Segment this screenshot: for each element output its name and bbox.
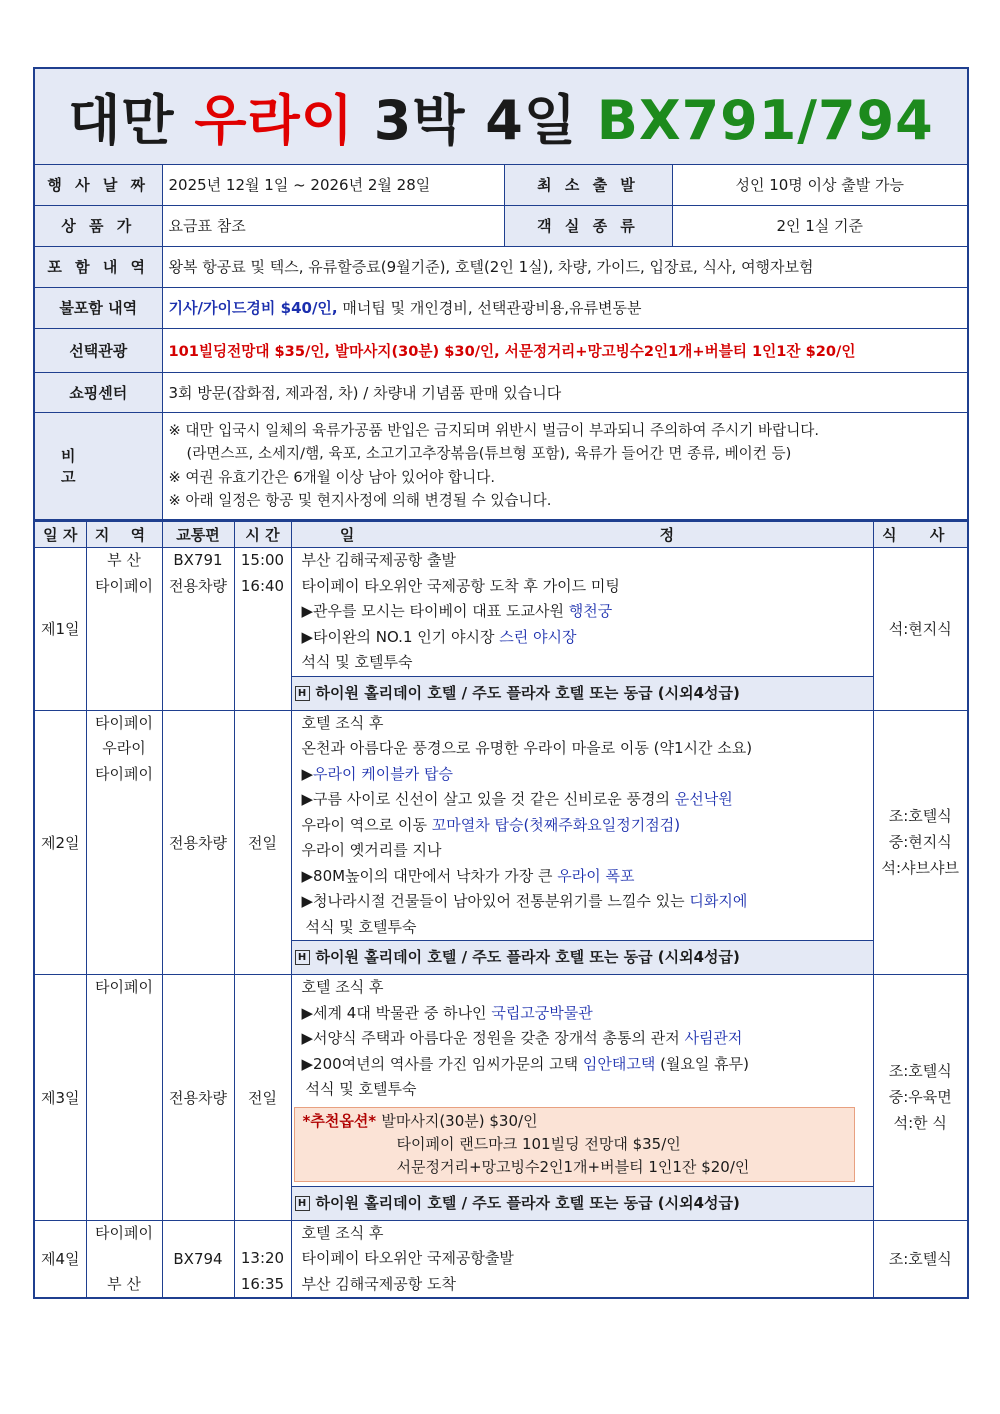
remark-line: ※ 아래 일정은 항공 및 현지사정에 의해 변경될 수 있습니다. xyxy=(168,492,552,510)
plan-highlight: 스린 야시장 xyxy=(499,627,577,646)
schedule-table xyxy=(33,521,969,1299)
excluded-value xyxy=(162,287,968,328)
transport: 전용차량 xyxy=(169,576,227,595)
meal-item: 석:한 식 xyxy=(893,1114,947,1133)
plan-line: 우라이 옛거리를 지나 xyxy=(301,841,442,859)
hotel-icon: H xyxy=(295,686,310,701)
day-3-label: 제3일 xyxy=(34,975,86,1221)
min-label: 최 소 출 발 xyxy=(504,164,672,205)
meal-item: 석:현지식 xyxy=(888,619,952,638)
hotel-icon: H xyxy=(295,950,310,965)
day-3-plan xyxy=(291,975,873,1187)
plan-line xyxy=(302,1026,873,1052)
time: 13:20 xyxy=(240,1249,285,1267)
remarks-label: 비 고 xyxy=(34,412,162,520)
time: 15:00 xyxy=(240,551,285,569)
place: 타이페이 xyxy=(95,978,153,996)
day-4-plan xyxy=(291,1220,873,1298)
plan-line: 부산 김해국제공항 도착 xyxy=(301,1274,456,1293)
meal-item: 중:현지식 xyxy=(888,833,952,852)
plan-line: 석식 및 호텔투숙 xyxy=(305,1080,417,1098)
col-plan: 일 정 xyxy=(291,522,873,548)
day-1-plan xyxy=(291,548,873,677)
day-3-meal xyxy=(873,975,968,1221)
col-transport: 교통편 xyxy=(162,522,234,548)
option-tag: *추천옵션* xyxy=(302,1111,382,1130)
title-country: 대만 xyxy=(68,88,175,152)
plan-text: ▶ xyxy=(301,764,314,783)
info-table xyxy=(33,67,969,521)
day-2-plan xyxy=(291,710,873,941)
plan-line: 호텔 조식 후 xyxy=(301,978,384,996)
day-2-meal xyxy=(873,710,968,975)
place: 우라이 xyxy=(102,739,146,757)
remark-line: (라면스프, 소세지/햄, 육포, 소고기고추장볶음(튜브형 포함), 육류가 들어간 면 종류, 베이컨 등) xyxy=(186,445,792,463)
plan-text: ▶세계 4대 박물관 중 하나인 xyxy=(301,1003,492,1022)
plan-text: ▶타이완의 NO.1 인기 야시장 xyxy=(301,627,500,646)
day-1-meal xyxy=(873,548,968,711)
plan-text: ▶관우를 모시는 타이베이 대표 도교사원 xyxy=(301,602,569,620)
title-flight: BX791/794 xyxy=(596,88,934,152)
day-1-label: 제1일 xyxy=(34,548,86,711)
plan-line xyxy=(302,864,870,890)
remark-line: ※ 대만 입국시 일체의 육류가공품 반입은 금지되며 위반시 벌금이 부과되니 주의하여 주시기 바랍니다. xyxy=(168,421,820,439)
day-4-meal xyxy=(873,1220,968,1298)
plan-line xyxy=(302,787,870,813)
plan-line: 타이페이 타오위안 국제공항 도착 후 가이드 미팅 xyxy=(301,576,620,595)
option-line xyxy=(303,1110,846,1133)
min-value: 성인 10명 이상 출발 가능 xyxy=(672,164,968,205)
guide-fee: 기사/가이드경비 $40/인, xyxy=(168,299,338,317)
optional-tour-value: 101빌딩전망대 $35/인, 발마사지(30분) $30/인, 서문정거리+망고빙수2인1개+버블티 1인1잔 $20/인 xyxy=(162,328,968,372)
plan-line xyxy=(302,762,870,788)
day-1-transport xyxy=(162,548,234,711)
optional-tour-label: 선택관광 xyxy=(34,328,162,372)
included-value: 왕복 항공료 및 텍스, 유류할증료(9월기준), 호텔(2인 1실), 차량, 가이드, 입장료, 식사, 여행자보험 xyxy=(162,246,968,287)
plan-text: ▶200여년의 역사를 가진 임씨가문의 고택 xyxy=(301,1054,583,1073)
day-1-hotel xyxy=(291,676,873,710)
place: 부 산 xyxy=(107,551,141,569)
meal-item: 조:호텔식 xyxy=(888,1249,952,1268)
plan-line: 호텔 조식 후 xyxy=(301,713,384,732)
plan-highlight: 국립고궁박물관 xyxy=(491,1003,593,1022)
plan-line xyxy=(302,1001,873,1027)
plan-highlight: 임안태고택 xyxy=(582,1054,656,1073)
remark-line: ※ 여권 유효기간은 6개월 이상 남아 있어야 합니다. xyxy=(168,468,495,486)
day-4-times xyxy=(234,1220,291,1298)
page-title xyxy=(34,68,968,164)
meal-item: 중:우육면 xyxy=(888,1088,952,1107)
shopping-label: 쇼핑센터 xyxy=(34,372,162,412)
hotel-icon: H xyxy=(295,1196,310,1211)
place: 타이페이 xyxy=(95,713,153,732)
plan-text: ▶서양식 주택과 아름다운 정원을 갖춘 장개석 총통의 관저 xyxy=(301,1029,685,1047)
plan-line xyxy=(302,889,870,915)
title-city: 우라이 xyxy=(194,88,354,152)
itinerary-document xyxy=(33,67,967,1299)
day-4-label: 제4일 xyxy=(34,1220,86,1298)
price-label: 상 품 가 xyxy=(34,205,162,246)
plan-text: ▶80M높이의 대만에서 낙차가 가장 큰 xyxy=(301,866,558,885)
day-1-places xyxy=(86,548,162,711)
plan-line xyxy=(302,1052,873,1078)
remarks-value xyxy=(162,412,968,520)
meal-item: 조:호텔식 xyxy=(888,807,952,826)
plan-line: 부산 김해국제공항 출발 xyxy=(301,551,456,569)
day-2-label: 제2일 xyxy=(34,710,86,975)
plan-highlight: 우라이 폭포 xyxy=(557,866,635,885)
day-3-places xyxy=(86,975,162,1221)
day-2-places xyxy=(86,710,162,975)
plan-line: 석식 및 호텔투숙 xyxy=(301,653,413,671)
day-4-places xyxy=(86,1220,162,1298)
plan-highlight: 꼬마열차 탑승(첫째주화요일정기점검) xyxy=(431,815,681,834)
place-spacer xyxy=(90,1246,159,1272)
plan-line: 호텔 조식 후 xyxy=(301,1223,384,1242)
plan-line: 온천과 아름다운 풍경으로 유명한 우라이 마을로 이동 (약1시간 소요) xyxy=(301,739,753,757)
room-label: 객 실 종 류 xyxy=(504,205,672,246)
place: 타이페이 xyxy=(95,1223,153,1242)
time: 16:35 xyxy=(240,1274,285,1293)
option-line: 서문정거리+망고빙수2인1개+버블티 1인1잔 $20/인 xyxy=(396,1157,750,1176)
meal-item: 조:호텔식 xyxy=(888,1062,952,1081)
day-2-hotel xyxy=(291,941,873,975)
col-day: 일 자 xyxy=(34,522,86,548)
plan-highlight: 우라이 케이블카 탑승 xyxy=(313,764,453,783)
option-line: 타이페이 랜드마크 101빌딩 전망대 $35/인 xyxy=(396,1134,681,1153)
plan-text: ▶청나라시절 건물들이 남아있어 전통분위기를 느낄수 있는 xyxy=(301,892,690,910)
shopping-value: 3회 방문(잡화점, 제과점, 차) / 차량내 기념품 판매 있습니다 xyxy=(162,372,968,412)
plan-highlight: 디화지에 xyxy=(689,892,748,910)
plan-line xyxy=(302,625,870,651)
plan-line: 타이페이 타오위안 국제공항출발 xyxy=(301,1249,514,1267)
plan-highlight: 운선낙원 xyxy=(674,790,733,808)
option-text: 발마사지(30분) $30/인 xyxy=(381,1111,538,1130)
hotel-text: 하이원 홀리데이 호텔 / 주도 플라자 호텔 또는 동급 (시외4성급) xyxy=(315,683,740,702)
price-value: 요금표 참조 xyxy=(162,205,504,246)
plan-highlight: 행천궁 xyxy=(568,602,613,620)
included-label: 포 함 내 역 xyxy=(34,246,162,287)
col-time: 시 간 xyxy=(234,522,291,548)
place: 부 산 xyxy=(107,1274,141,1293)
day-2-time: 전일 xyxy=(234,710,291,975)
place: 타이페이 xyxy=(95,764,153,783)
col-meal: 식 사 xyxy=(873,522,968,548)
time: 16:40 xyxy=(240,576,285,595)
day-2-transport: 전용차량 xyxy=(162,710,234,975)
place: 타이페이 xyxy=(95,576,153,595)
date-label: 행 사 날 짜 xyxy=(34,164,162,205)
hotel-text: 하이원 홀리데이 호텔 / 주도 플라자 호텔 또는 동급 (시외4성급) xyxy=(315,948,740,966)
plan-line xyxy=(302,599,870,625)
plan-highlight: 사림관저 xyxy=(684,1029,743,1047)
transport: BX791 xyxy=(173,551,223,569)
plan-text: (월요일 휴무) xyxy=(655,1054,750,1073)
day-3-transport: 전용차량 xyxy=(162,975,234,1221)
date-value: 2025년 12월 1일 ~ 2026년 2월 28일 xyxy=(162,164,504,205)
excluded-rest: 매너팁 및 개인경비, 선택관광비용,유류변동분 xyxy=(337,299,642,317)
col-place: 지 역 xyxy=(86,522,162,548)
day-3-hotel xyxy=(291,1186,873,1220)
plan-text: 우라이 역으로 이동 xyxy=(301,815,432,834)
day-1-times xyxy=(234,548,291,711)
day-3-time: 전일 xyxy=(234,975,291,1221)
plan-line: 석식 및 호텔투숙 xyxy=(305,917,417,936)
recommended-options-box xyxy=(294,1107,855,1182)
title-duration: 3박 4일 xyxy=(373,88,577,152)
hotel-text: 하이원 홀리데이 호텔 / 주도 플라자 호텔 또는 동급 (시외4성급) xyxy=(315,1193,740,1212)
day-4-transport: BX794 xyxy=(162,1220,234,1298)
meal-item: 석:샤브샤브 xyxy=(881,859,959,878)
excluded-label: 불포함 내역 xyxy=(34,287,162,328)
plan-text: ▶구름 사이로 신선이 살고 있을 것 같은 신비로운 풍경의 xyxy=(301,790,675,808)
room-value: 2인 1실 기준 xyxy=(672,205,968,246)
plan-line xyxy=(302,813,870,839)
